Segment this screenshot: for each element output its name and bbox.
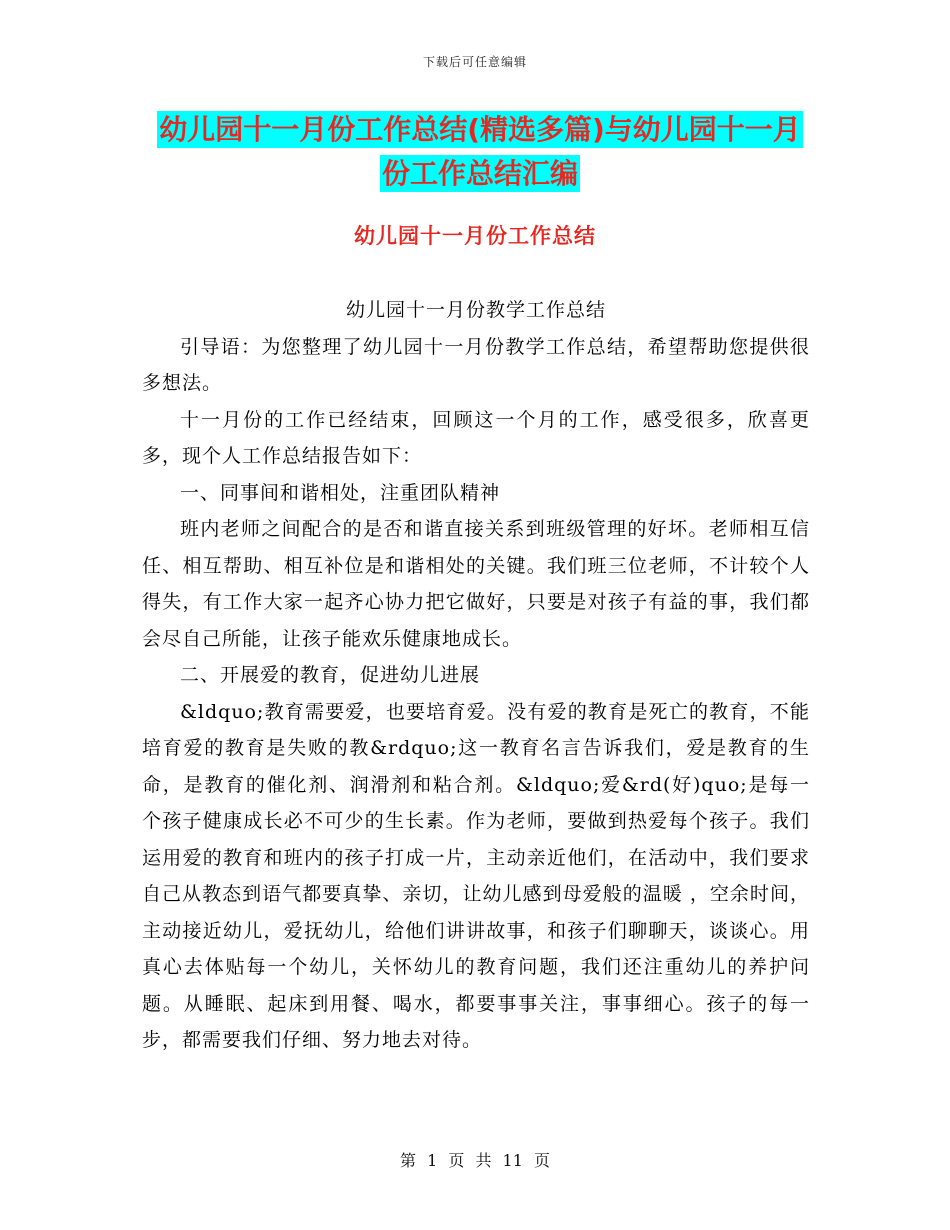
paragraph-teamwork: 班内老师之间配合的是否和谐直接关系到班级管理的好坏。老师相互信任、相互帮助、相互补位是和谐相处的关键。我们班三位老师，不计较个人得失，有工作大家一起齐心协力把它做好，只要是对孩子有益的事，我们都会尽自己所能，让孩子能欢乐健康地成长。 bbox=[142, 518, 810, 650]
paragraph-intro: 引导语：为您整理了幼儿园十一月份教学工作总结，希望帮助您提供很多想法。 bbox=[142, 335, 810, 394]
paragraph-love-education: &ldquo;教育需要爱，也要培育爱。没有爱的教育是死亡的教育，不能培育爱的教育是失败的教&rdquo;这一教育名言告诉我们，爱是教育的生命，是教育的催化剂、润滑剂和粘合剂。&ldquo;爱&rd(好)quo;是每一个孩子健康成长必不可少的生长素。作为老师，要做到热爱每个孩子。我们运用爱的教育和班内的孩子打成一片，主动亲近他们，在活动中，我们要求自己从教态到语气都要真挚、亲切，让幼儿感到母爱般的温暖 ，空余时间，主动接近幼儿，爱抚幼儿，给他们讲讲故事，和孩子们聊聊天，谈谈心。用真心去体贴每一个幼儿，关怀幼儿的教育问题，我们还注重幼儿的养护问题。从睡眠、起床到用餐、喝水，都要事事关注，事事细心。孩子的每一步，都需要我们仔细、努力地去对待。 bbox=[142, 700, 810, 1051]
body-text bbox=[142, 292, 810, 1059]
header-note: 下载后可任意编辑 bbox=[422, 55, 527, 69]
title-line-2: 份工作总结汇编 bbox=[381, 157, 578, 190]
title-line-1: 幼儿园十一月份工作总结(精选多篇)与幼儿园十一月 bbox=[159, 113, 801, 146]
document-title bbox=[140, 108, 820, 196]
heading-love-education: 二、开展爱的教育，促进幼儿进展 bbox=[180, 664, 481, 686]
paragraph-opening: 十一月份的工作已经结束，回顾这一个月的工作，感受很多，欣喜更多，现个人工作总结报告如下： bbox=[142, 408, 810, 467]
page-number: 第 1 页 共 11 页 bbox=[400, 1151, 550, 1170]
heading-teamwork: 一、同事间和谐相处，注重团队精神 bbox=[180, 481, 501, 504]
body-subtitle: 幼儿园十一月份教学工作总结 bbox=[345, 299, 606, 321]
section-heading: 幼儿园十一月份工作总结 bbox=[354, 224, 596, 248]
